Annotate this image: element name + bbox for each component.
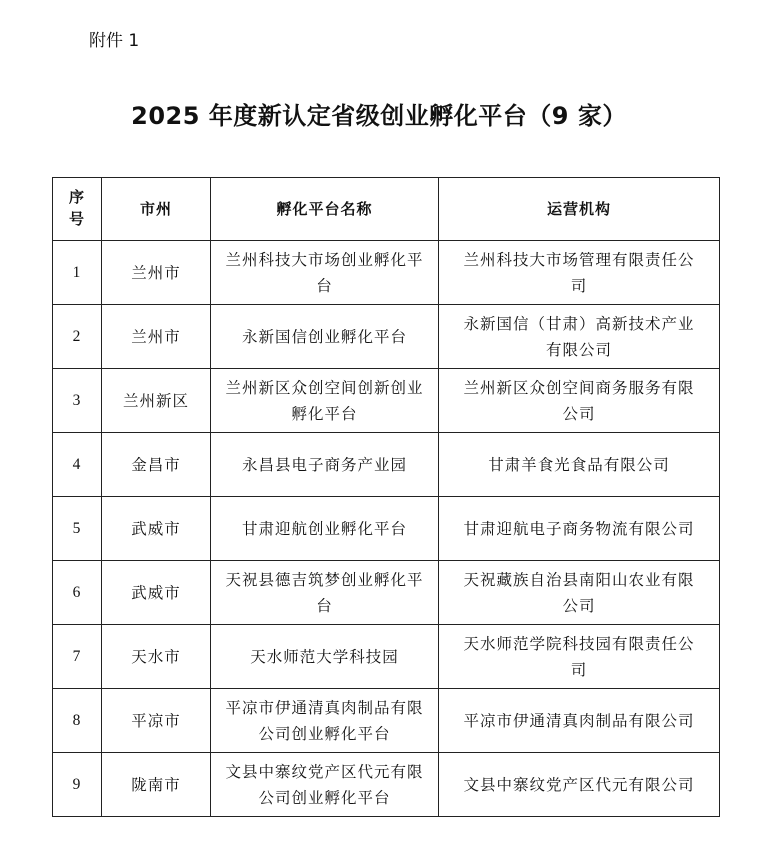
header-no <box>53 178 102 241</box>
row-org-cell <box>439 689 720 753</box>
row-name: 永昌县电子商务产业园 <box>241 455 407 474</box>
row-name: 永新国信创业孵化平台 <box>241 327 407 346</box>
row-name: 天水师范大学科技园 <box>250 647 399 666</box>
table-row <box>53 241 720 305</box>
row-org: 甘肃羊食光食品有限公司 <box>488 455 670 474</box>
row-org: 甘肃迎航电子商务物流有限公司 <box>463 519 695 538</box>
table-row <box>53 497 720 561</box>
row-city: 武威市 <box>102 561 211 625</box>
table-body <box>53 241 720 817</box>
row-city: 兰州新区 <box>102 369 211 433</box>
row-name-cell <box>211 497 439 561</box>
row-city: 兰州市 <box>102 241 211 305</box>
row-name-cell <box>211 305 439 369</box>
row-no: 2 <box>53 305 102 369</box>
row-name-cell <box>211 433 439 497</box>
row-city: 天水市 <box>102 625 211 689</box>
row-city: 陇南市 <box>102 753 211 817</box>
table-row <box>53 753 720 817</box>
row-no: 6 <box>53 561 102 625</box>
row-name-cell <box>211 625 439 689</box>
row-name: 甘肃迎航创业孵化平台 <box>241 519 407 538</box>
row-org-cell <box>439 241 720 305</box>
row-org-cell <box>439 369 720 433</box>
row-org: 永新国信（甘肃）高新技术产业有限公司 <box>463 314 695 359</box>
row-city: 金昌市 <box>102 433 211 497</box>
table-row <box>53 305 720 369</box>
row-name: 文县中寨纹党产区代元有限公司创业孵化平台 <box>225 762 424 807</box>
header-city: 市州 <box>102 178 211 241</box>
platform-table <box>52 177 720 817</box>
header-row <box>53 178 720 241</box>
table-row <box>53 369 720 433</box>
attachment-label: 附件 1 <box>89 31 140 51</box>
row-name-cell <box>211 241 439 305</box>
header-no-label: 序号 <box>68 188 85 228</box>
table-row <box>53 689 720 753</box>
row-org-cell <box>439 625 720 689</box>
table-header <box>53 178 720 241</box>
row-org-cell <box>439 753 720 817</box>
row-name-cell <box>211 561 439 625</box>
row-city: 平凉市 <box>102 689 211 753</box>
row-no: 9 <box>53 753 102 817</box>
row-no: 3 <box>53 369 102 433</box>
row-org-cell <box>439 497 720 561</box>
row-org: 天祝藏族自治县南阳山农业有限公司 <box>463 570 695 615</box>
row-org: 兰州新区众创空间商务服务有限公司 <box>463 378 695 423</box>
row-org-cell <box>439 561 720 625</box>
document-title: 2025 年度新认定省级创业孵化平台（9 家） <box>131 102 627 130</box>
row-no: 4 <box>53 433 102 497</box>
row-no: 1 <box>53 241 102 305</box>
table-row <box>53 433 720 497</box>
row-name: 兰州新区众创空间创新创业孵化平台 <box>225 378 424 423</box>
row-org: 兰州科技大市场管理有限责任公司 <box>463 250 695 295</box>
row-org: 文县中寨纹党产区代元有限公司 <box>463 775 695 794</box>
row-no: 8 <box>53 689 102 753</box>
header-org: 运营机构 <box>439 178 720 241</box>
row-org-cell <box>439 433 720 497</box>
row-city: 兰州市 <box>102 305 211 369</box>
table-row <box>53 561 720 625</box>
row-no: 7 <box>53 625 102 689</box>
row-name-cell <box>211 753 439 817</box>
row-org: 天水师范学院科技园有限责任公司 <box>463 634 695 679</box>
row-name-cell <box>211 689 439 753</box>
row-name: 天祝县德吉筑梦创业孵化平台 <box>225 570 424 615</box>
row-name: 平凉市伊通清真肉制品有限公司创业孵化平台 <box>225 698 424 743</box>
row-city: 武威市 <box>102 497 211 561</box>
row-no: 5 <box>53 497 102 561</box>
row-name: 兰州科技大市场创业孵化平台 <box>225 250 424 295</box>
table-row <box>53 625 720 689</box>
row-org-cell <box>439 305 720 369</box>
row-org: 平凉市伊通清真肉制品有限公司 <box>463 711 695 730</box>
header-name: 孵化平台名称 <box>211 178 439 241</box>
row-name-cell <box>211 369 439 433</box>
